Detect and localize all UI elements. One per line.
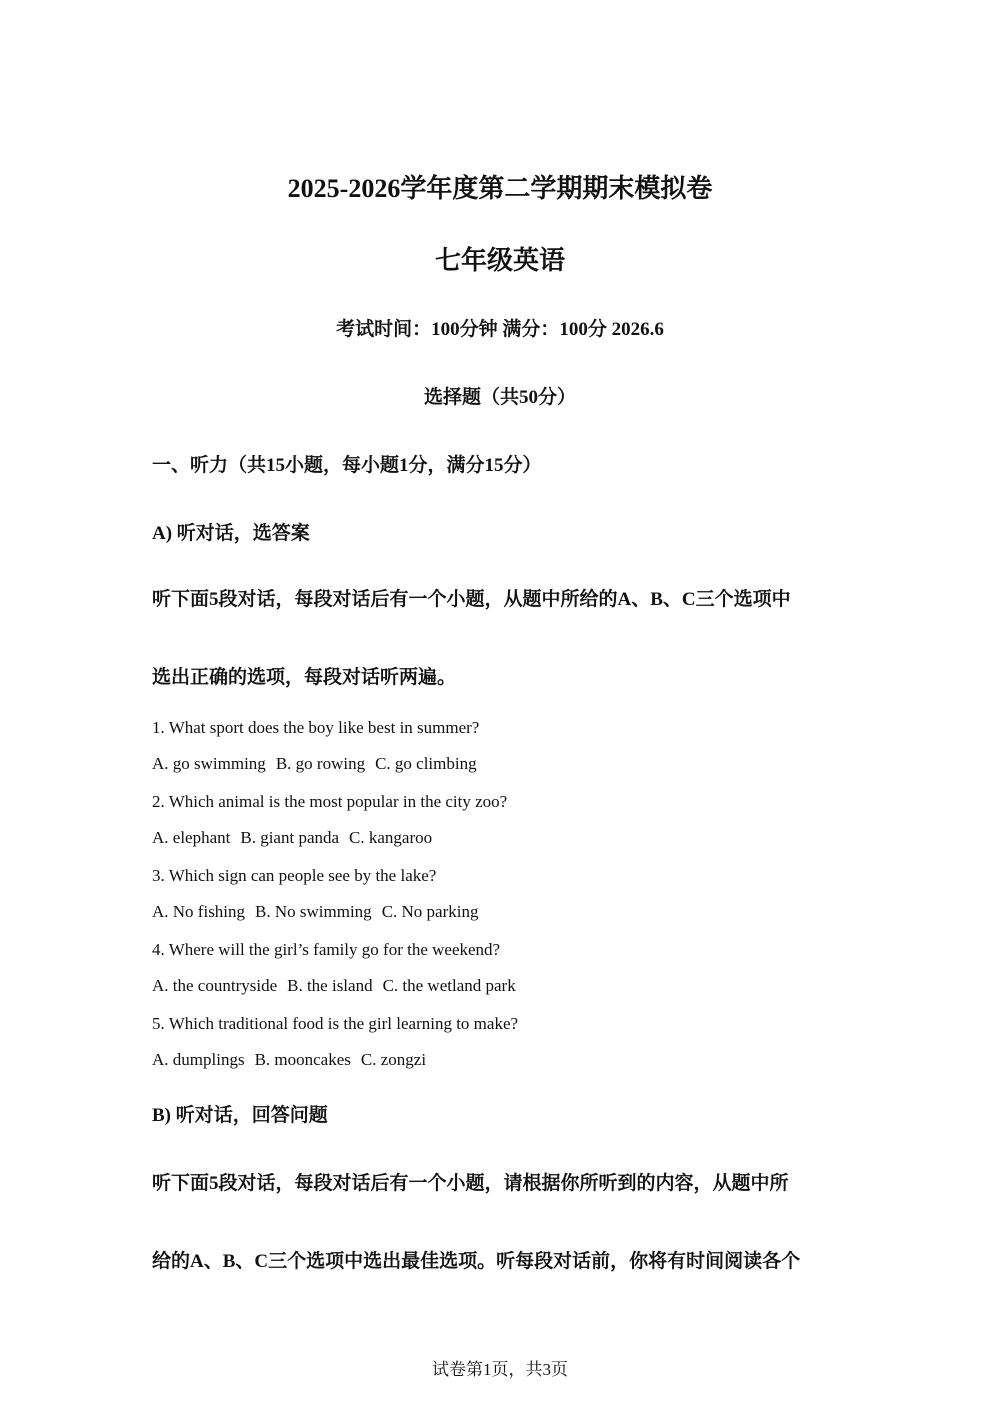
section-title: 选择题（共50分） [423, 387, 576, 408]
question-options [152, 976, 526, 996]
option-b: B. No swimming [255, 902, 372, 921]
question-options [152, 1050, 436, 1070]
option-b: B. mooncakes [254, 1050, 351, 1069]
question-stem: 4. Where will the girl’s family go for the weekend? [152, 940, 501, 959]
part1-heading: 一、听力（共15小题，每小题1分，满分15分） [152, 455, 542, 476]
part-b-heading: B) 听对话，回答问题 [152, 1105, 328, 1126]
page-footer: 试卷第1页，共3页 [432, 1360, 568, 1379]
question-options [152, 754, 487, 774]
part-a-instruction-line1: 听下面5段对话，每段对话后有一个小题，从题中所给的A、B、C三个选项中 [152, 589, 791, 610]
part-b-instruction-line2: 给的A、B、C三个选项中选出最佳选项。听每段对话前，你将有时间阅读各个 [152, 1251, 801, 1272]
option-c: C. zongzi [360, 1050, 427, 1069]
option-c: C. kangaroo [349, 828, 433, 847]
question-stem: 1. What sport does the boy like best in summer? [152, 718, 480, 737]
question-options [152, 902, 488, 922]
part-b-instruction-line1: 听下面5段对话，每段对话后有一个小题，请根据你所听到的内容，从题中所 [152, 1173, 789, 1194]
option-c: C. the wetland park [382, 976, 516, 995]
exam-info: 考试时间：100分钟 满分：100分 2026.6 [336, 319, 664, 340]
exam-subtitle: 七年级英语 [434, 246, 565, 275]
part-a-heading: A) 听对话，选答案 [152, 523, 310, 544]
question-stem: 5. Which traditional food is the girl learning to make? [152, 1014, 519, 1033]
option-c: C. No parking [381, 902, 479, 921]
option-a: A. elephant [152, 828, 231, 847]
option-b: B. go rowing [275, 754, 366, 773]
question-stem: 2. Which animal is the most popular in the city zoo? [152, 792, 508, 811]
option-b: B. the island [287, 976, 373, 995]
part-a-instruction-line2: 选出正确的选项，每段对话听两遍。 [152, 667, 457, 688]
question-options [152, 828, 442, 848]
option-a: A. dumplings [152, 1050, 245, 1069]
exam-title: 2025-2026学年度第二学期期末模拟卷 [287, 174, 713, 203]
option-a: A. go swimming [152, 754, 266, 773]
option-a: A. No fishing [152, 902, 246, 921]
option-b: B. giant panda [240, 828, 340, 847]
option-c: C. go climbing [375, 754, 477, 773]
option-a: A. the countryside [152, 976, 278, 995]
question-stem: 3. Which sign can people see by the lake? [152, 866, 437, 885]
